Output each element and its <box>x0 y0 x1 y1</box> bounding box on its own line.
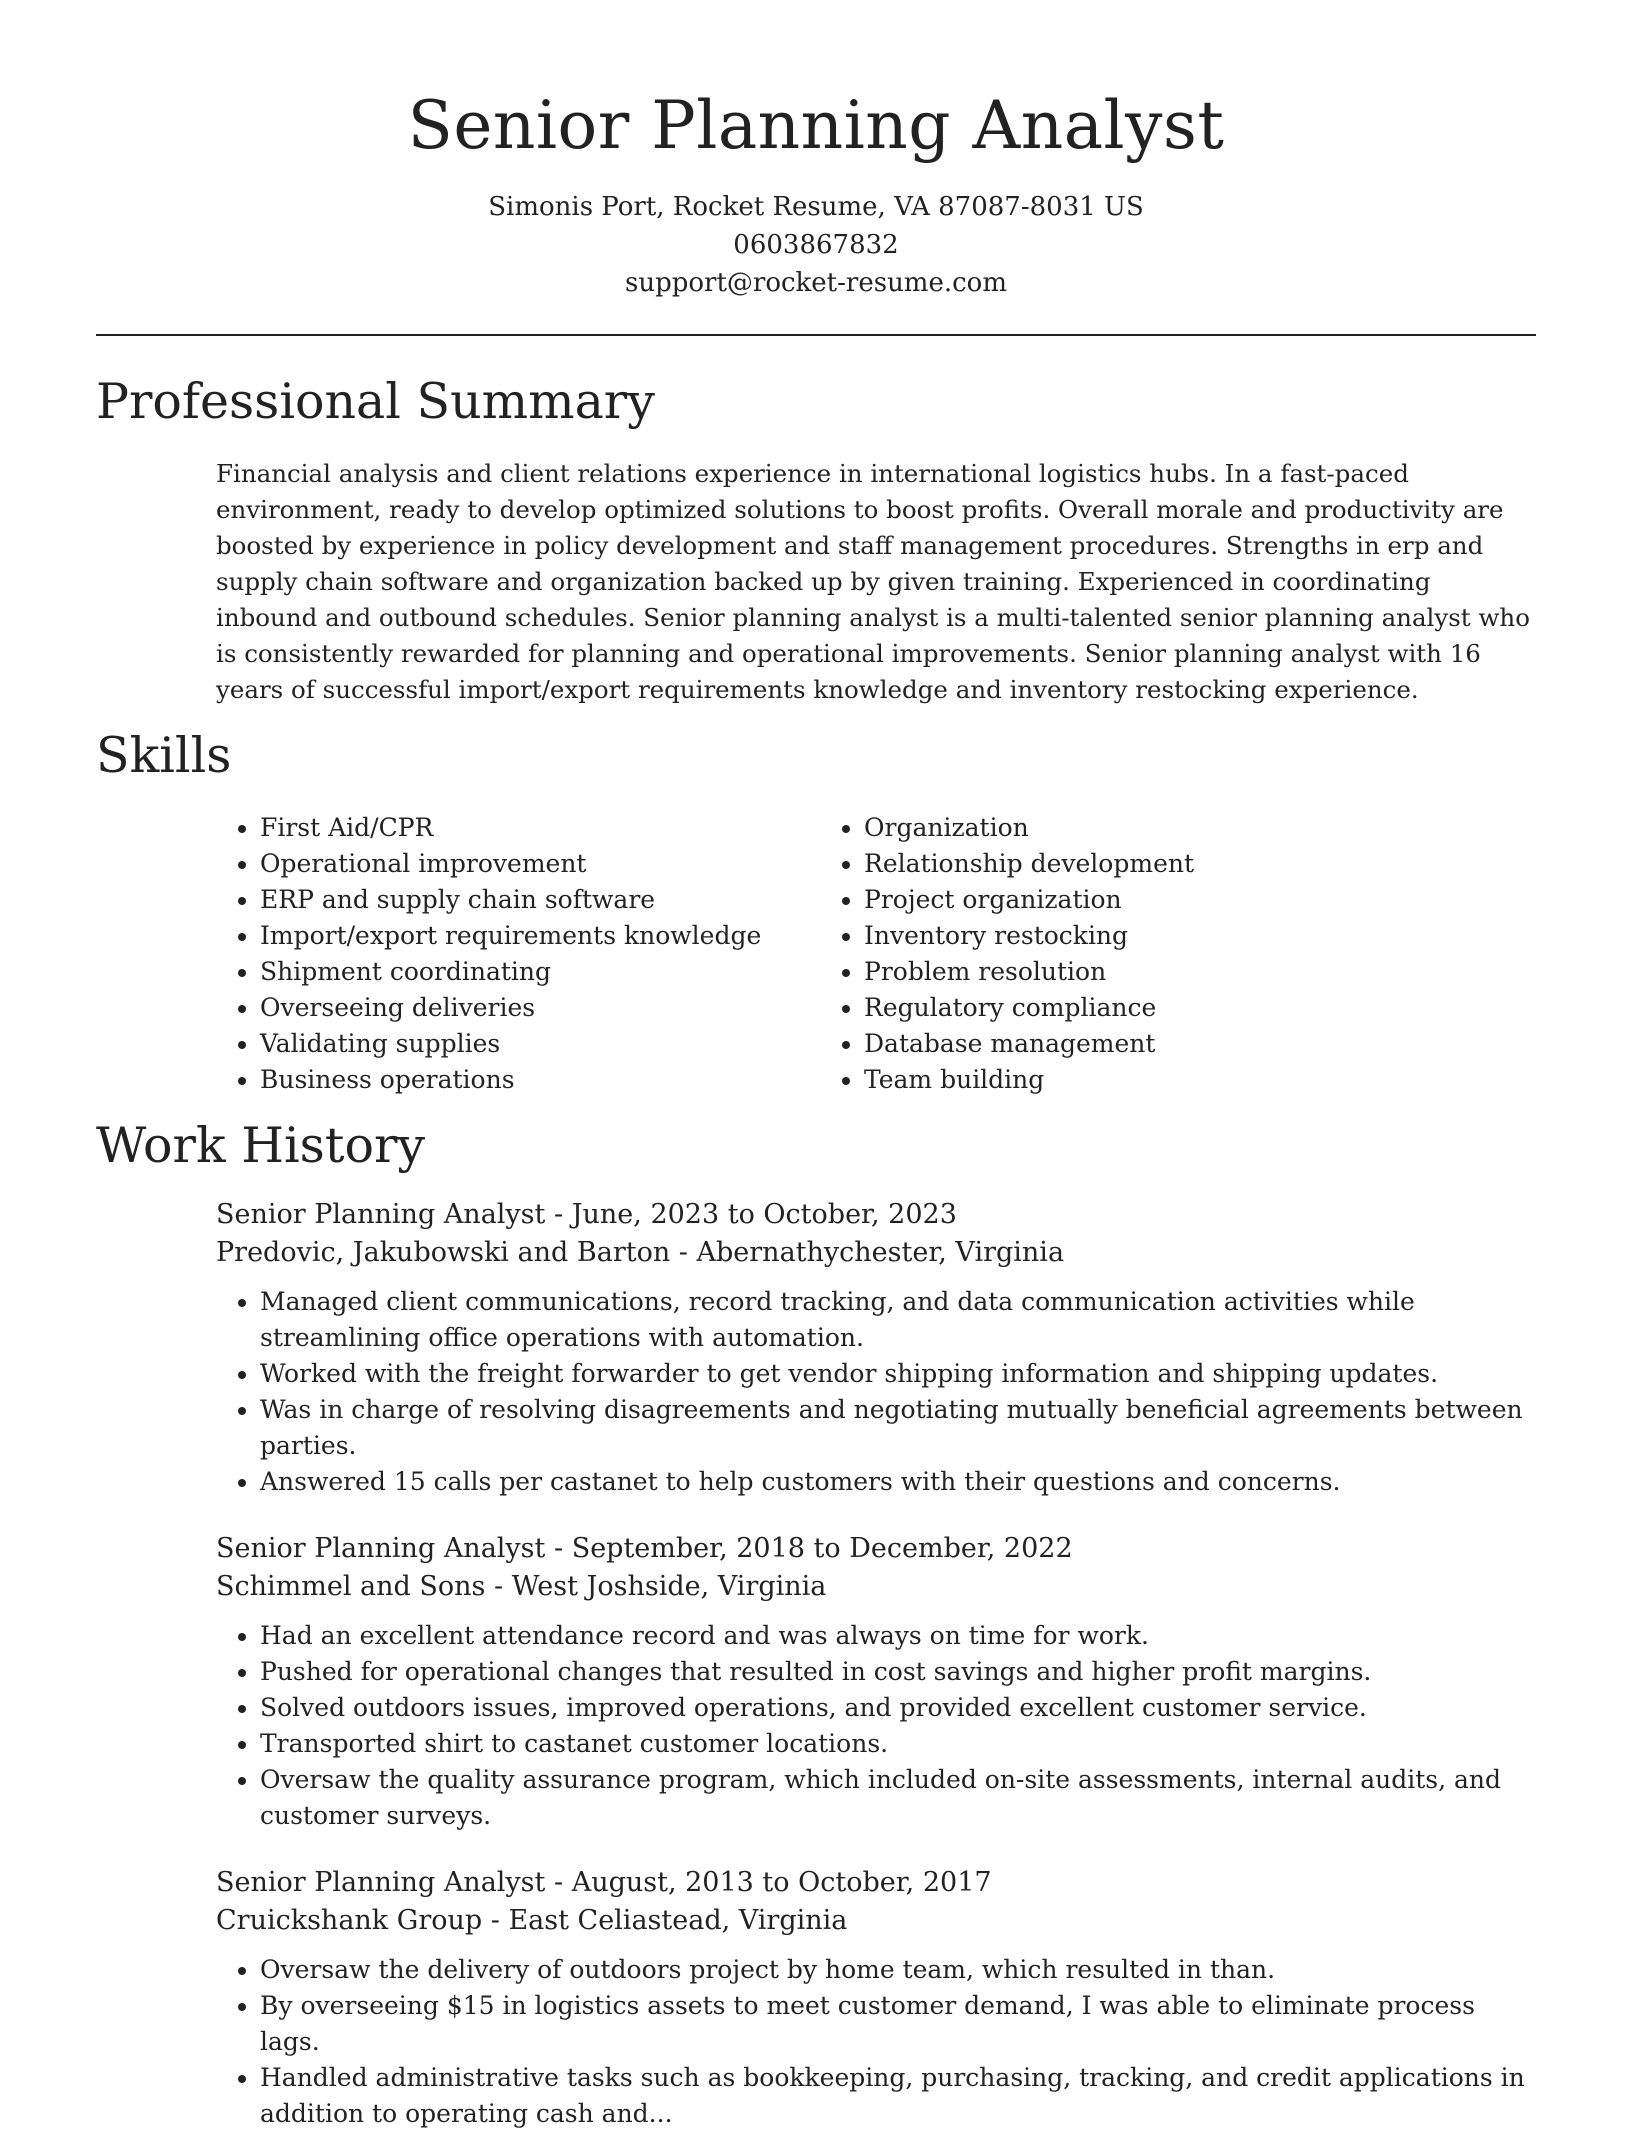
skill-item: • Operational improvement <box>260 846 820 882</box>
job-role-line <box>216 1530 1536 1568</box>
job-duty: • Transported shirt to castanet customer locations. <box>260 1726 1536 1762</box>
job-company-line <box>216 1568 1536 1606</box>
skill-item: • Regulatory compliance <box>864 990 1424 1026</box>
work-history-heading: Work History <box>96 1117 426 1174</box>
job-duty: • Managed client communications, record tracking, and data communication activities while streamlining office operations with automation. <box>260 1284 1536 1356</box>
summary-paragraph: Financial analysis and client relations experience in international logistics hubs. In a fast-paced environment, ready to develop optimized solutions to boost profits. Overall morale and productivity are boosted by experience in policy development and staff management procedures. Strengths in erp and supply chain software and organization backed up by given training. Experienced in coordinating inbound and outbound schedules. Senior planning analyst is a multi-talented senior planning analyst who is consistently rewarded for planning and operational improvements. Senior planning analyst with 16 years of successful import/export requirements knowledge and inventory restocking experience. <box>216 459 1530 704</box>
job-duty: • Was in charge of resolving disagreements and negotiating mutually beneficial agreements between parties. <box>260 1392 1536 1464</box>
skill-item: • First Aid/CPR <box>260 810 820 846</box>
skill-item: • Team building <box>864 1062 1424 1098</box>
job-entry <box>216 1530 1536 1834</box>
job-location: - East Celiastead, Virginia <box>482 1905 848 1936</box>
resume-header <box>96 0 1536 302</box>
skill-item: • ERP and supply chain software <box>260 882 820 918</box>
job-company-line <box>216 1234 1536 1272</box>
job-duty: • Pushed for operational changes that resulted in cost savings and higher profit margins. <box>260 1654 1536 1690</box>
skill-item: • Project organization <box>864 882 1424 918</box>
skills-list <box>216 810 1536 1098</box>
header-divider <box>96 334 1536 336</box>
job-duty: • Had an excellent attendance record and was always on time for work. <box>260 1618 1536 1654</box>
job-dates: - August, 2013 to October, 2017 <box>545 1867 992 1898</box>
job-duties <box>216 1952 1536 2132</box>
job-company: Schimmel and Sons <box>216 1571 486 1602</box>
summary-heading: Professional Summary <box>96 373 655 430</box>
contact-phone: 0603867832 <box>733 230 899 260</box>
skill-item: • Validating supplies <box>260 1026 820 1062</box>
skills-column-right <box>820 810 1424 1098</box>
skills-heading: Skills <box>96 727 232 784</box>
skill-item: • Organization <box>864 810 1424 846</box>
job-location: - West Joshside, Virginia <box>485 1571 827 1602</box>
job-company: Cruickshank Group <box>216 1905 483 1936</box>
job-role-line <box>216 1196 1536 1234</box>
job-role-line <box>216 1864 1536 1902</box>
candidate-title: Senior Planning Analyst <box>407 87 1225 164</box>
job-duty: • Oversaw the quality assurance program, which included on-site assessments, internal audits, and customer surveys. <box>260 1762 1536 1834</box>
job-duty: • By overseeing $15 in logistics assets to meet customer demand, I was able to eliminate process lags. <box>260 1988 1536 2060</box>
skill-item: • Business operations <box>260 1062 820 1098</box>
job-company-line <box>216 1902 1536 1940</box>
skill-item: • Problem resolution <box>864 954 1424 990</box>
skill-item: • Overseeing deliveries <box>260 990 820 1026</box>
skill-item: • Database management <box>864 1026 1424 1062</box>
job-role: Senior Planning Analyst <box>216 1199 546 1230</box>
skills-column-left <box>216 810 820 1098</box>
job-dates: - June, 2023 to October, 2023 <box>545 1199 957 1230</box>
job-duties <box>216 1618 1536 1834</box>
job-location: - Abernathychester, Virginia <box>670 1237 1065 1268</box>
job-dates: - September, 2018 to December, 2022 <box>545 1533 1073 1564</box>
job-duty: • Answered 15 calls per castanet to help customers with their questions and concerns. <box>260 1464 1536 1500</box>
job-entry <box>216 1196 1536 1500</box>
resume-page <box>96 0 1536 2132</box>
skill-item: • Shipment coordinating <box>260 954 820 990</box>
contact-email: support@rocket-resume.com <box>624 268 1007 298</box>
job-duty: • Worked with the freight forwarder to get vendor shipping information and shipping updates. <box>260 1356 1536 1392</box>
job-duties <box>216 1284 1536 1500</box>
skill-item: • Inventory restocking <box>864 918 1424 954</box>
skill-item: • Import/export requirements knowledge <box>260 918 820 954</box>
contact-address: Simonis Port, Rocket Resume, VA 87087-8031 US <box>488 192 1144 222</box>
job-duty: • Solved outdoors issues, improved operations, and provided excellent customer service. <box>260 1690 1536 1726</box>
job-duty: • Oversaw the delivery of outdoors project by home team, which resulted in than. <box>260 1952 1536 1988</box>
job-role: Senior Planning Analyst <box>216 1533 546 1564</box>
job-duty: • Handled administrative tasks such as bookkeeping, purchasing, tracking, and credit applications in addition to operating cash and... <box>260 2060 1536 2132</box>
job-company: Predovic, Jakubowski and Barton <box>216 1237 671 1268</box>
job-entry <box>216 1864 1536 2132</box>
job-role: Senior Planning Analyst <box>216 1867 546 1898</box>
skill-item: • Relationship development <box>864 846 1424 882</box>
